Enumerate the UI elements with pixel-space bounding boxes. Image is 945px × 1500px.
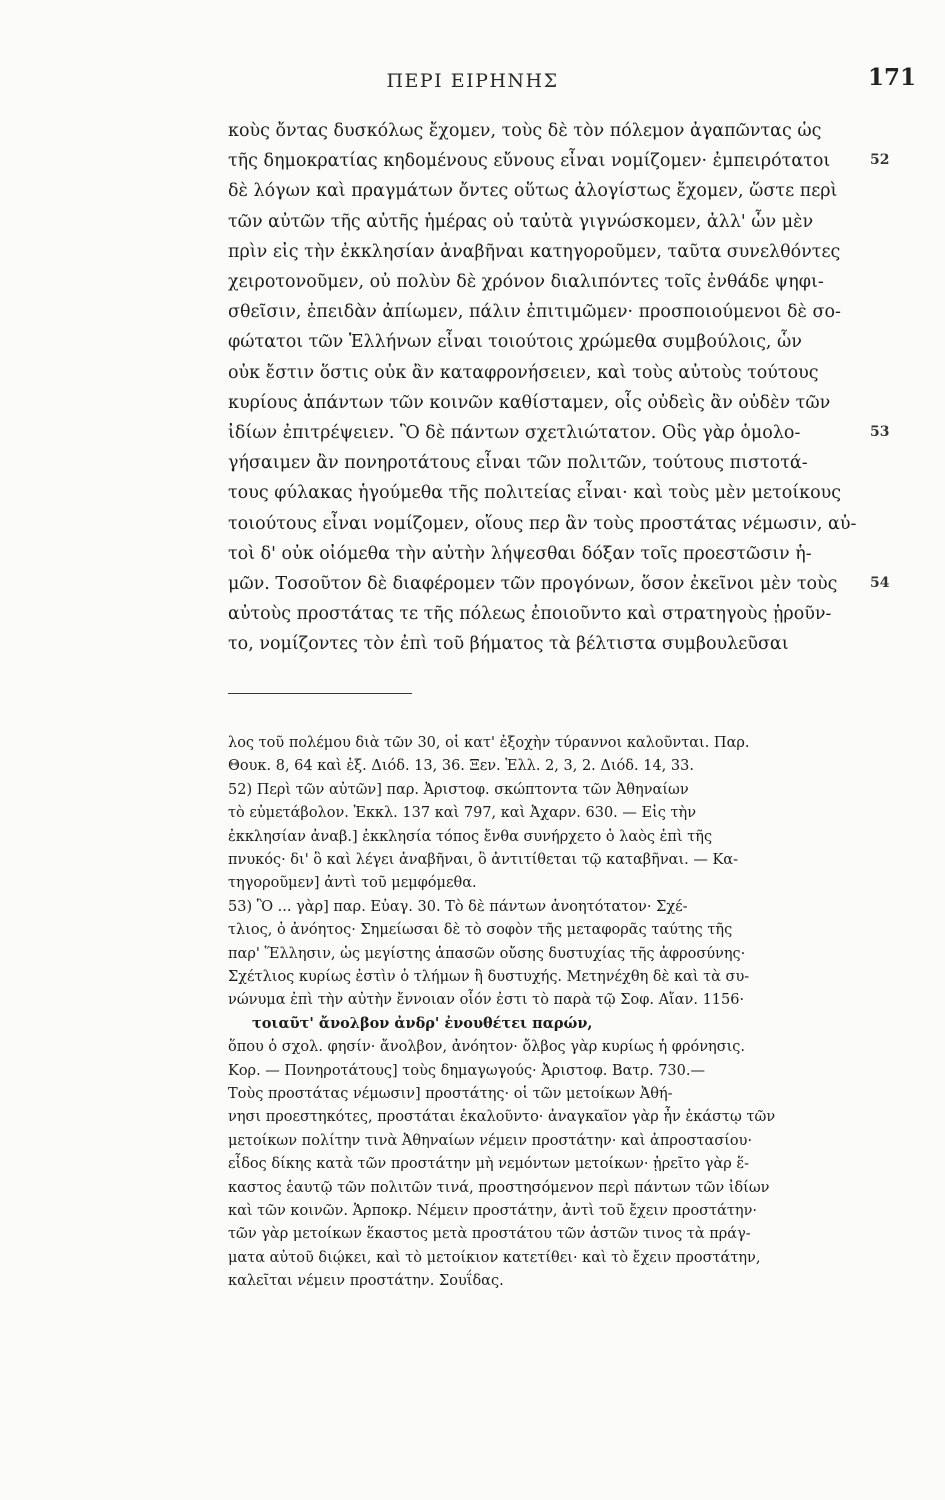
footnote-separator xyxy=(228,693,412,694)
note-line: Τοὺς προστάτας νέμωσιν] προστάτης· οἱ τῶν μετοίκων Ἀθή- xyxy=(228,1086,673,1102)
body-line: πρὶν εἰς τὴν ἐκκλησίαν ἀναβῆναι κατηγοροῦμεν, ταῦτα συνελθόντες xyxy=(228,241,841,262)
note-line: Σχέτλιος κυρίως ἐστὶν ὁ τλήμων ἢ δυστυχής. Μετηνέχθη δὲ καὶ τὰ συ- xyxy=(228,969,750,985)
body-line: τοὶ δ' οὐκ οἰόμεθα τὴν αὐτὴν λήψεσθαι δόξαν τοῖς προεστῶσιν ἡ- xyxy=(228,543,812,564)
body-line: τοιούτους εἶναι νομίζομεν, οἵους περ ἂν τοὺς προστάτας νέμωσιν, αὐ- xyxy=(228,513,857,534)
section-number: 52 xyxy=(870,152,890,169)
body-line: ἰδίων ἐπιτρέψειεν. Ὃ δὲ πάντων σχετλιώτατον. Οὓς γὰρ ὁμολο- xyxy=(228,423,801,443)
note-line: τῶν γὰρ μετοίκων ἕκαστος μετὰ προστάτου τῶν ἀστῶν τινος τὰ πράγ- xyxy=(228,1226,751,1243)
body-line: οὐκ ἔστιν ὅστις οὐκ ἂν καταφρονήσειεν, καὶ τοὺς αὐτοὺς τούτους xyxy=(228,362,819,383)
note-line: τλιος, ὁ ἀνόητος· Σημείωσαι δὲ τὸ σοφὸν τῆς μεταφορᾶς ταύτης τῆς xyxy=(228,922,733,939)
note-line: πνυκός· δι' ὃ καὶ λέγει ἀναβῆναι, ὃ ἀντιτίθεται τῷ καταβῆναι. — Κα- xyxy=(228,852,738,868)
body-line: γήσαιμεν ἂν πονηροτάτους εἶναι τῶν πολιτῶν, τούτους πιστοτά- xyxy=(228,453,808,474)
body-line: δὲ λόγων καὶ πραγμάτων ὄντες οὕτως ἀλογίστως ἔχομεν, ὥστε περὶ xyxy=(228,181,838,202)
body-line: αὐτοὺς προστάτας τε τῆς πόλεως ἐποιοῦντο καὶ στρατηγοὺς ᾑροῦν- xyxy=(228,604,832,625)
note-line: Κορ. — Πονηροτάτους] τοὺς δημαγωγούς· Ἀριστοφ. Βατρ. 730.— xyxy=(228,1062,705,1079)
note-line: 52) Περὶ τῶν αὐτῶν] παρ. Ἀριστοφ. σκώπτοντα τῶν Ἀθηναίων xyxy=(228,781,689,798)
body-line: κυρίους ἁπάντων τῶν κοινῶν καθίσταμεν, οἷς οὐδεὶς ἂν οὐδὲν τῶν xyxy=(228,392,831,413)
body-line: το, νομίζοντες τὸν ἐπὶ τοῦ βήματος τὰ βέλτιστα συμβουλεῦσαι xyxy=(228,634,789,655)
note-line: 53) Ὃ ... γὰρ] παρ. Εὐαγ. 30. Τὸ δὲ πάντων ἀνοητότατον· Σχέ- xyxy=(228,898,688,915)
note-line: παρ' Ἕλλησιν, ὡς μεγίστης ἁπασῶν οὔσης δυστυχίας τῆς ἀφροσύνης· xyxy=(228,945,746,962)
body-line: τῆς δημοκρατίας κηδομένους εὔνους εἶναι νομίζομεν· ἐμπειρότατοι xyxy=(228,151,831,172)
body-line: μῶν. Τοσοῦτον δὲ διαφέρομεν τῶν προγόνων, ὅσον ἐκεῖνοι μὲν τοὺς xyxy=(228,574,838,594)
note-line: τηγοροῦμεν] ἀντὶ τοῦ μεμφόμεθα. xyxy=(228,875,477,892)
section-number: 53 xyxy=(870,424,890,440)
note-quote-line: τοιαῦτ' ἄνολβον ἀνδρ' ἐνουθέτει παρών, xyxy=(252,1014,593,1032)
note-line: ὅπου ὁ σχολ. φησίν· ἄνολβον, ἀνόητον· ὄλβος γὰρ κυρίως ἡ φρόνησις. xyxy=(228,1039,746,1056)
note-line: τὸ εὐμετάβολον. Ἐκκλ. 137 καὶ 797, καὶ Ἀχαρν. 630. — Εἰς τὴν xyxy=(228,805,697,822)
body-line: τους φύλακας ἡγούμεθα τῆς πολιτείας εἶναι· καὶ τοὺς μὲν μετοίκους xyxy=(228,483,842,504)
note-line: εἶδος δίκης κατὰ τῶν προστάτην μὴ νεμόντων μετοίκων· ᾑρεῖτο γὰρ ἕ- xyxy=(228,1156,750,1173)
running-head: ΠΕΡΙ ΕΙΡΗΝΗΣ xyxy=(386,70,559,92)
body-line: κοὺς ὄντας δυσκόλως ἔχομεν, τοὺς δὲ τὸν πόλεμον ἀγαπῶντας ὡς xyxy=(228,121,822,141)
note-line: καὶ τῶν κοινῶν. Ἁρποκρ. Νέμειν προστάτην, ἀντὶ τοῦ ἔχειν προστάτην· xyxy=(228,1203,758,1219)
body-line: τῶν αὐτῶν τῆς αὐτῆς ἡμέρας οὐ ταὐτὰ γιγνώσκομεν, ἀλλ' ὧν μὲν xyxy=(228,211,814,232)
note-line: νώνυμα ἐπὶ τὴν αὐτὴν ἔννοιαν οἷόν ἐστι τὸ παρὰ τῷ Σοφ. Αἴαν. 1156· xyxy=(228,992,745,1009)
note-line: ματα αὐτοῦ διῴκει, καὶ τὸ μετοίκιον κατετίθει· καὶ τὸ ἔχειν προστάτην, xyxy=(228,1249,761,1266)
body-line: χειροτονοῦμεν, οὐ πολὺν δὲ χρόνον διαλιπόντες τοῖς ἐνθάδε ψηφι- xyxy=(228,272,824,292)
section-number: 54 xyxy=(870,575,890,591)
body-line: φώτατοι τῶν Ἑλλήνων εἶναι τοιούτοις χρώμεθα συμβούλοις, ὧν xyxy=(228,332,802,353)
note-line: Θουκ. 8, 64 καὶ ἑξ. Διόδ. 13, 36. Ξεν. Ἑλλ. 2, 3, 2. Διόδ. 14, 33. xyxy=(228,758,694,775)
note-line: ἐκκλησίαν ἀναβ.] ἐκκλησία τόπος ἔνθα συνήρχετο ὁ λαὸς ἐπὶ τῆς xyxy=(228,828,713,845)
note-line: λος τοῦ πολέμου διὰ τῶν 30, οἱ κατ' ἐξοχὴν τύραννοι καλοῦνται. Παρ. xyxy=(228,735,750,751)
body-line: σθεῖσιν, ἐπειδὰν ἀπίωμεν, πάλιν ἐπιτιμῶμεν· προσποιούμενοι δὲ σο- xyxy=(228,302,841,323)
page-number: 171 xyxy=(868,64,917,91)
note-line: καλεῖται νέμειν προστάτην. Σουΐδας. xyxy=(228,1273,504,1290)
note-line: νησι προεστηκότες, προστάται ἐκαλοῦντο· ἀναγκαῖον γὰρ ἦν ἑκάστῳ τῶν xyxy=(228,1109,776,1126)
note-line: μετοίκων πολίτην τινὰ Ἀθηναίων νέμειν προστάτην· καὶ ἀπροστασίου· xyxy=(228,1132,753,1149)
note-line: καστος ἑαυτῷ τῶν πολιτῶν τινά, προστησόμενον περὶ πάντων τῶν ἰδίων xyxy=(228,1179,770,1196)
